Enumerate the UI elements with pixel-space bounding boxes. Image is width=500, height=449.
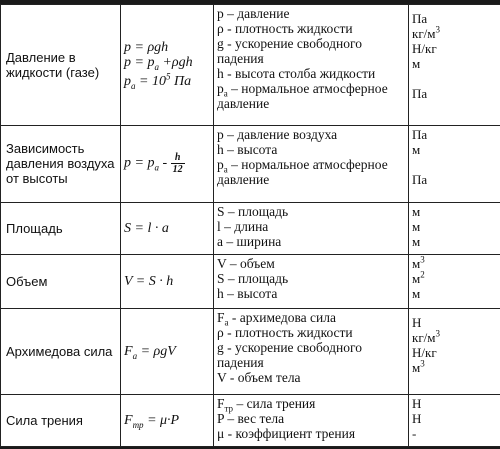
unit: Па: [412, 126, 428, 142]
variable-line: $p_a$ – нормальное атмосферное: [217, 81, 388, 99]
units-cell: [409, 394, 500, 446]
variable-line: a – ширина: [217, 234, 282, 250]
variables-cell: [214, 394, 409, 446]
variable-line: ρ - плотность жидкости: [217, 21, 353, 36]
formula-line: $F_a = \rho gV$: [124, 344, 176, 361]
unit: Н/кг: [412, 345, 437, 361]
unit: Н: [412, 395, 422, 411]
fraction: $\frac{h}{12}$: [172, 152, 183, 176]
unit: $м^3$: [412, 254, 425, 272]
variable-line: S – площадь: [217, 271, 289, 287]
quantity-name: Зависимость давления воздуха от высоты: [1, 125, 121, 202]
variable-line: падения: [217, 51, 264, 66]
variables-cell: [214, 309, 409, 394]
unit: Па: [412, 86, 428, 101]
formula-sheet: [0, 4, 500, 447]
unit: -: [412, 425, 417, 441]
units-cell: [409, 255, 500, 309]
quantity-name: Давление в жидкости (газе): [1, 5, 121, 126]
variables-cell: [214, 5, 409, 126]
unit: Па: [412, 11, 428, 26]
variable-line: S – площадь: [217, 204, 289, 220]
formula-cell: [121, 125, 214, 202]
table-row: [1, 309, 500, 394]
unit: Н: [412, 315, 422, 331]
table-row: [1, 394, 500, 446]
formula-table: [0, 4, 500, 447]
variable-line: V – объем: [217, 256, 275, 272]
variables-cell: [214, 255, 409, 309]
unit: м: [412, 219, 421, 235]
variable-line: $F_{тр}$ – сила трения: [217, 395, 316, 414]
quantity-name: Площадь: [1, 203, 121, 255]
variable-line: p – давление: [217, 6, 290, 21]
table-row: [1, 5, 500, 126]
formula-cell: [121, 394, 214, 446]
variable-line: μ - коэффициент трения: [217, 425, 356, 441]
units-cell: [409, 125, 500, 202]
variable-line: падения: [217, 355, 264, 371]
unit: м: [412, 141, 421, 157]
formula-cell: [121, 5, 214, 126]
variable-line: l – длина: [217, 219, 269, 235]
variables-cell: [214, 203, 409, 255]
unit: $кг/м^3$: [412, 24, 440, 41]
quantity-name: Объем: [1, 255, 121, 309]
formula-line: $p = p_a$ - $\frac{h}{12}$: [124, 152, 183, 176]
variable-line: ρ - плотность жидкости: [217, 325, 353, 341]
variable-line: $F_a$ - архимедова сила: [217, 310, 336, 329]
variable-line: h – высота: [217, 141, 278, 157]
formula-line: $p_a = 10^5$ Па: [124, 71, 192, 92]
variable-line: V - объем тела: [217, 370, 301, 386]
formula-cell: [121, 255, 214, 309]
quantity-name: Архимедова сила: [1, 309, 121, 394]
variable-line: g - ускорение свободного: [217, 36, 362, 51]
units-cell: [409, 5, 500, 126]
variable-line: давление: [217, 96, 270, 111]
unit: м: [412, 234, 421, 250]
unit: Па: [412, 171, 428, 187]
table-row: [1, 125, 500, 202]
variable-line: $p_a$ – нормальное атмосферное: [217, 156, 388, 175]
variable-line: h – высота: [217, 286, 278, 302]
formula-line: p = ρgh: [124, 40, 169, 56]
variable-line: p – давление воздуха: [217, 126, 338, 142]
formula-line: V = S · h: [124, 274, 174, 290]
unit: Н: [412, 410, 422, 426]
unit: $кг/м^3$: [412, 329, 440, 346]
variables-cell: [214, 125, 409, 202]
formula-line: $p = p_a +\rho gh$: [124, 55, 193, 73]
table-row: [1, 255, 500, 309]
unit: $м^2$: [412, 269, 425, 287]
variable-line: P – вес тела: [217, 410, 285, 426]
quantity-name: Сила трения: [1, 394, 121, 446]
unit: м: [412, 204, 421, 220]
units-cell: [409, 309, 500, 394]
formula-cell: [121, 309, 214, 394]
unit: Н/кг: [412, 41, 437, 56]
formula-cell: [121, 203, 214, 255]
variable-line: h - высота столба жидкости: [217, 66, 376, 81]
unit: м: [412, 56, 421, 71]
variable-line: g - ускорение свободного: [217, 340, 362, 356]
units-cell: [409, 203, 500, 255]
variable-line: давление: [217, 171, 270, 187]
formula-line: $F_{тр} = \mu\cdot P$: [124, 412, 180, 430]
formula-line: S = l · a: [124, 221, 169, 237]
unit: м: [412, 286, 421, 302]
unit: $м^3$: [412, 359, 425, 376]
table-row: [1, 203, 500, 255]
